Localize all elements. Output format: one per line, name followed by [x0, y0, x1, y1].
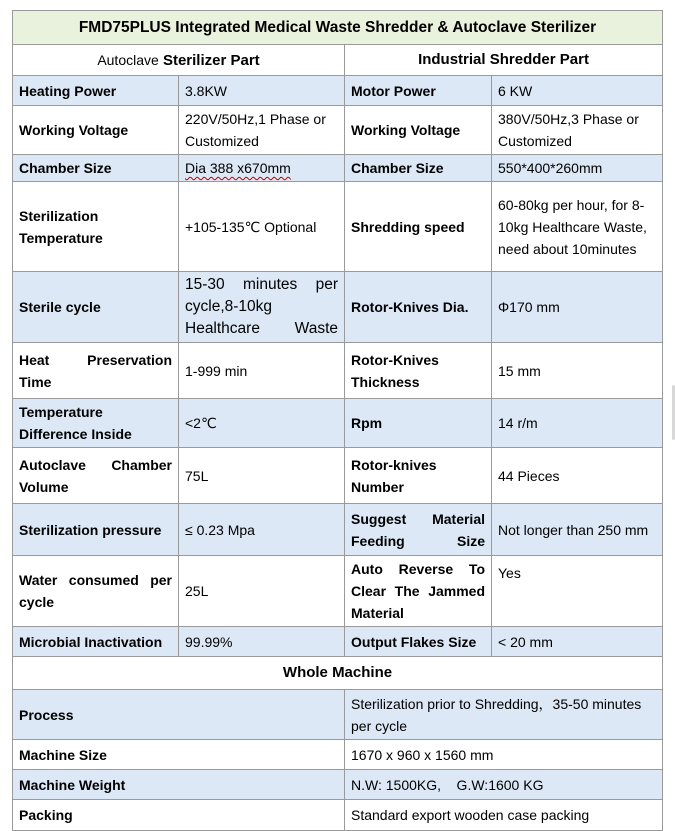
row-value: 25L [179, 556, 345, 627]
row-value: < 20 mm [492, 627, 663, 657]
row-label: Temperature Difference Inside [13, 399, 179, 448]
table-row [13, 504, 663, 556]
row-value: 1-999 min [179, 343, 345, 399]
table-row [13, 399, 663, 448]
row-value: 60-80kg per hour, for 8-10kg Healthcare Waste, need about 10minutes [492, 182, 663, 272]
row-label: Auto Reverse To Clear The Jammed Material [345, 556, 492, 627]
spec-table [12, 10, 663, 831]
row-value: <2℃ [179, 399, 345, 448]
row-value: 75L [179, 448, 345, 504]
row-label [345, 272, 492, 343]
row-label: Chamber Size [13, 155, 179, 182]
whole-row-value: Standard export wooden case packing [345, 800, 663, 831]
row-label-text: Rotor-Knives Dia. [351, 299, 469, 315]
row-label: Chamber Size [345, 155, 492, 182]
row-value: +105-135℃ Optional [179, 182, 345, 272]
row-label: Autoclave Chamber Volume [13, 448, 179, 504]
table-title: FMD75PLUS Integrated Medical Waste Shredder & Autoclave Sterilizer [13, 11, 663, 45]
row-label: Heat Preservation Time [13, 343, 179, 399]
shredder-section-header: Industrial Shredder Part [345, 45, 663, 76]
whole-row-label: Packing [13, 800, 345, 831]
table-row [13, 770, 663, 800]
table-row [13, 800, 663, 831]
row-label: Working Voltage [13, 106, 179, 155]
row-value: 380V/50Hz,3 Phase or Customized [492, 106, 663, 155]
row-label: Sterile cycle [13, 272, 179, 343]
table-row [13, 740, 663, 770]
row-value: 44 Pieces [492, 448, 663, 504]
row-value: 15-30 minutes per cycle,8-10kg Healthcare Waste [179, 272, 345, 343]
table-row [13, 448, 663, 504]
whole-row-label: Process [13, 690, 345, 740]
table-row [13, 343, 663, 399]
row-label: Sterilization pressure [13, 504, 179, 556]
whole-row-value: Sterilization prior to Shredding，35-50 minutes per cycle [345, 690, 663, 740]
row-value-text: ≤ 0.23 Mpa [185, 521, 255, 538]
table-row [13, 106, 663, 155]
whole-row-value: N.W: 1500KG, G.W:1600 KG [345, 770, 663, 800]
table-row [13, 690, 663, 740]
whole-machine-header: Whole Machine [13, 657, 663, 690]
row-label: Working Voltage [345, 106, 492, 155]
whole-row-label: Machine Weight [13, 770, 345, 800]
row-label: Rotor-knives Number [345, 448, 492, 504]
row-value: Yes [492, 556, 663, 627]
autoclave-section-prefix: Autoclave [97, 51, 159, 68]
row-label: Rpm [345, 399, 492, 448]
row-label: Sterilization Temperature [13, 182, 179, 272]
row-value [179, 504, 345, 556]
table-row [13, 182, 663, 272]
row-value: Not longer than 250 mm [492, 504, 663, 556]
table-row [13, 155, 663, 182]
row-value-text: Dia 388 x670mm [185, 160, 291, 176]
table-row [13, 556, 663, 627]
row-value [179, 155, 345, 182]
autoclave-section-header [13, 45, 345, 76]
section-header-row [13, 45, 663, 76]
row-label: Rotor-Knives Thickness [345, 343, 492, 399]
table-row [13, 76, 663, 106]
row-label: Heating Power [13, 76, 179, 106]
row-value: 6 KW [492, 76, 663, 106]
row-value: 99.99% [179, 627, 345, 657]
row-value: 550*400*260mm [492, 155, 663, 182]
row-value: 14 r/m [492, 399, 663, 448]
table-row [13, 272, 663, 343]
row-label: Motor Power [345, 76, 492, 106]
row-value: Φ170 mm [492, 272, 663, 343]
whole-row-label: Machine Size [13, 740, 345, 770]
row-label: Suggest Material Feeding Size [345, 504, 492, 556]
row-value: 220V/50Hz,1 Phase or Customized [179, 106, 345, 155]
row-label: Shredding speed [345, 182, 492, 272]
table-row [13, 627, 663, 657]
row-value: 3.8KW [179, 76, 345, 106]
row-label: Microbial Inactivation [13, 627, 179, 657]
whole-row-value: 1670 x 960 x 1560 mm [345, 740, 663, 770]
autoclave-section-rest: Sterilizer Part [158, 51, 260, 69]
whole-machine-header-row [13, 657, 663, 690]
row-label: Water consumed per cycle [13, 556, 179, 627]
title-row [13, 11, 663, 45]
row-label: Output Flakes Size [345, 627, 492, 657]
row-value: 15 mm [492, 343, 663, 399]
